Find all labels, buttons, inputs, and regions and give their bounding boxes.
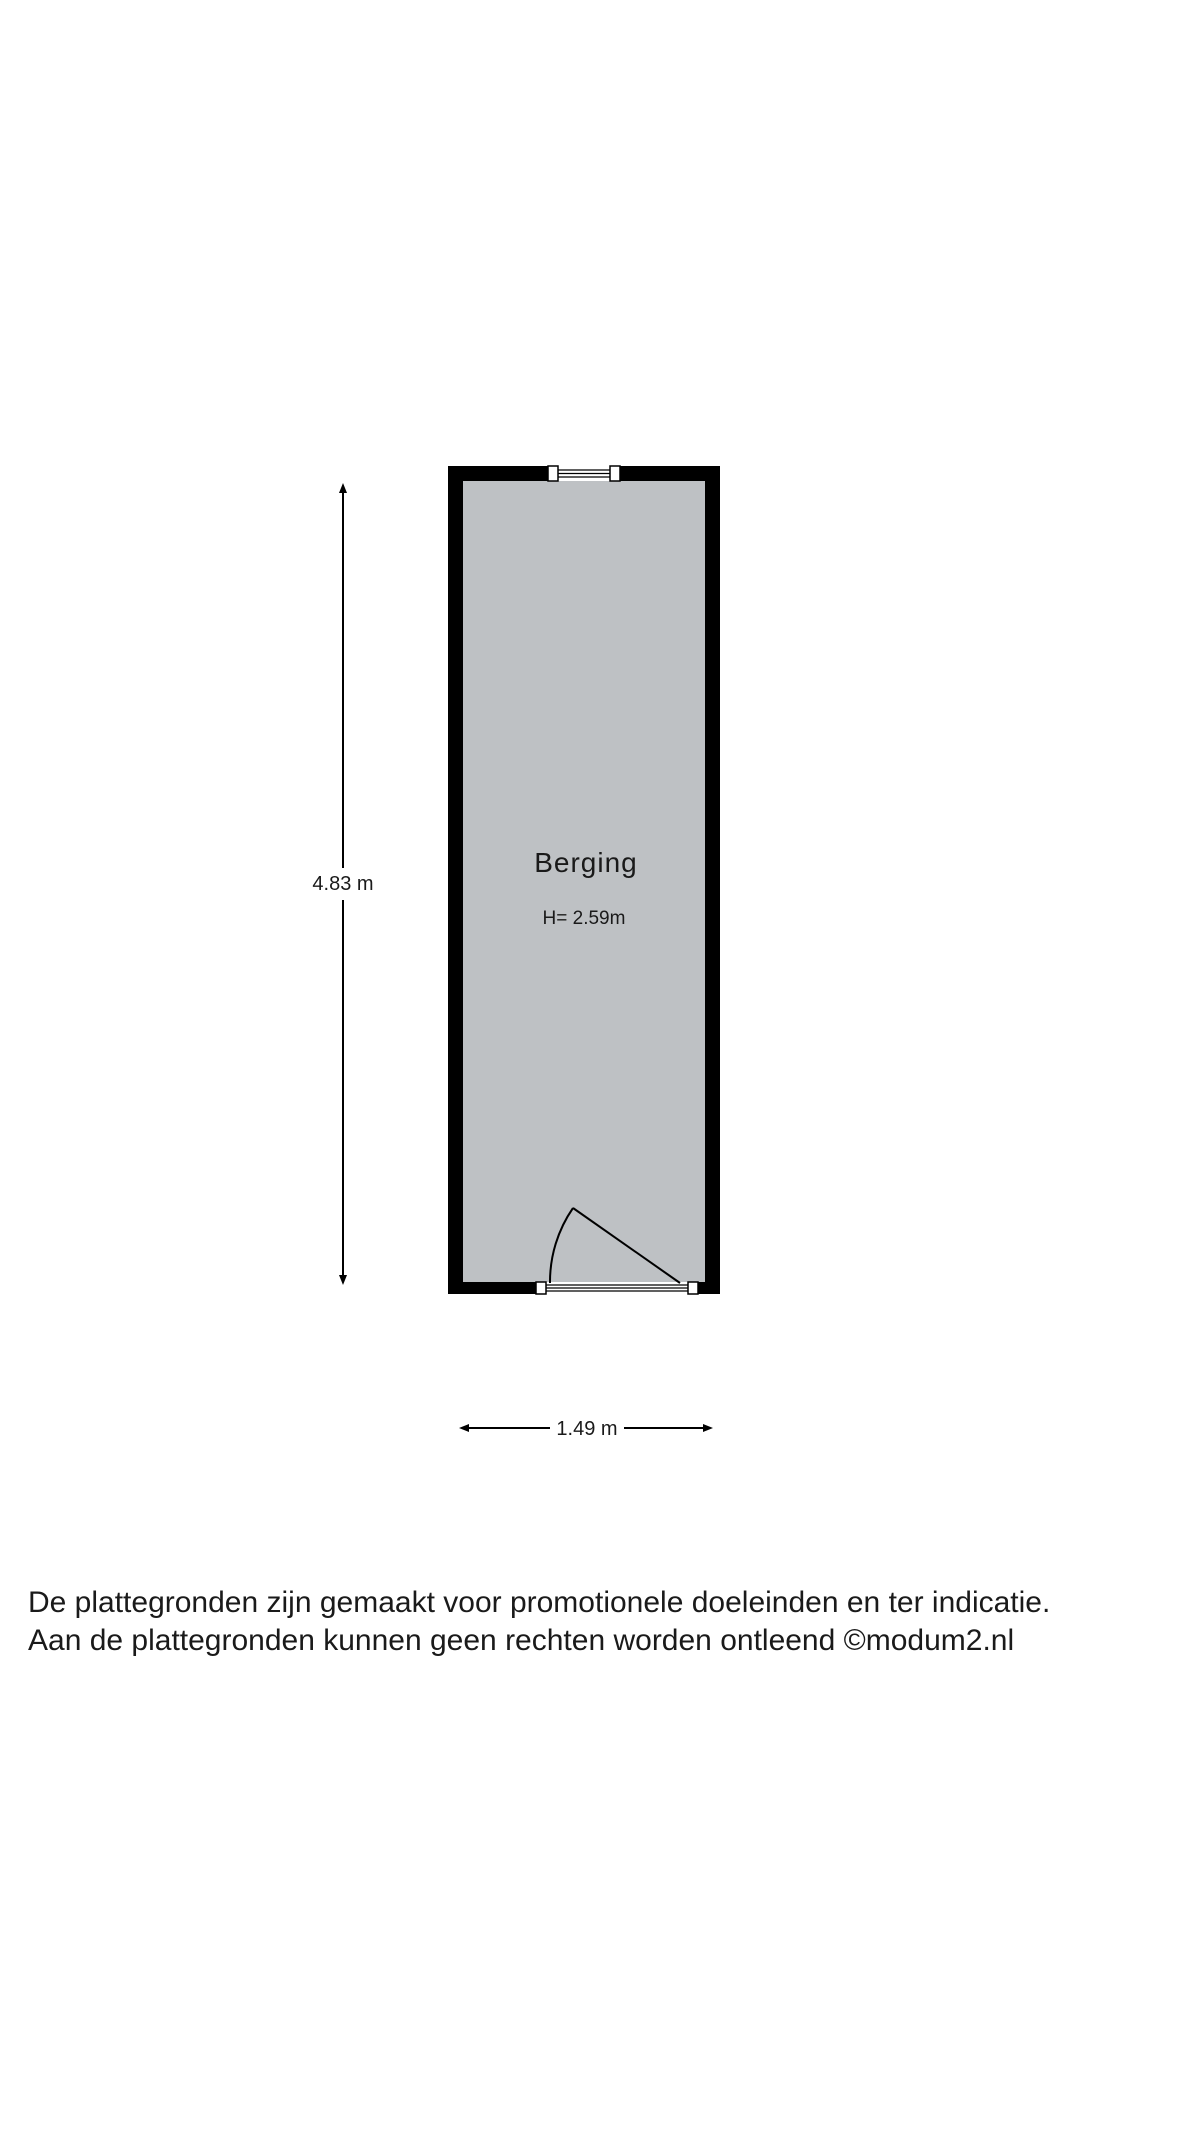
room-height: H= 2.59m (542, 908, 626, 929)
room-name: Berging (534, 847, 638, 878)
door-bottom (536, 1282, 698, 1294)
disclaimer-line-1: De plattegronden zijn gemaakt voor promotionele doeleinden en ter indicatie. (28, 1586, 1051, 1619)
window-top (548, 466, 620, 481)
room-floor (463, 481, 705, 1282)
disclaimer-line-2: Aan de plattegronden kunnen geen rechten worden ontleend ©modum2.nl (28, 1624, 1015, 1657)
dimension-length-label: 4.83 m (312, 873, 374, 895)
dimension-width-label: 1.49 m (556, 1418, 618, 1440)
disclaimer (28, 1584, 1188, 1660)
